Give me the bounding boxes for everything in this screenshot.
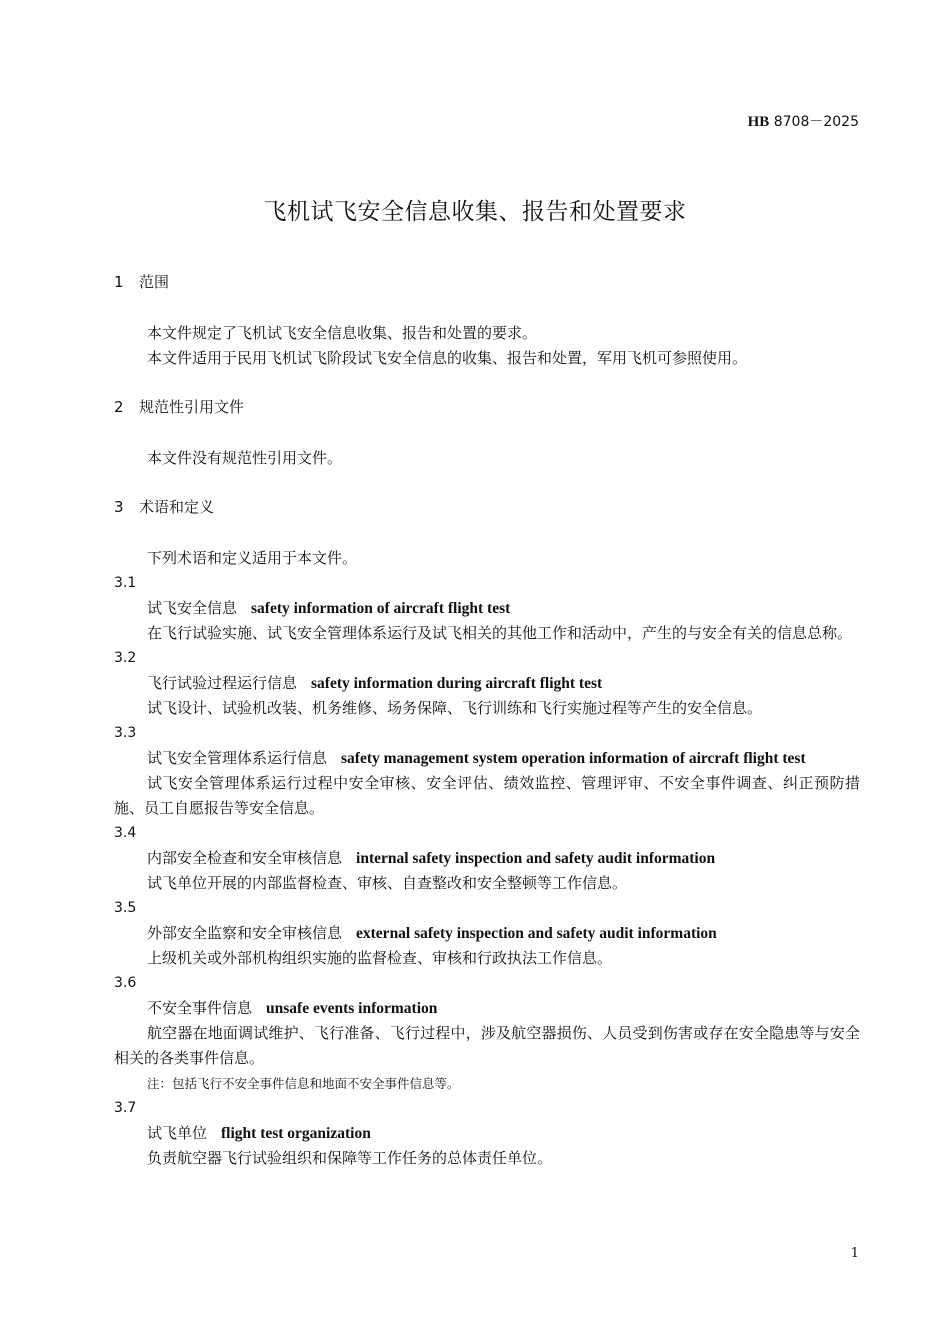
term-title — [114, 921, 860, 946]
section-title: 规范性引用文件 — [139, 398, 245, 416]
term-entry — [114, 896, 860, 971]
term-title — [114, 671, 860, 696]
term-number: 3.4 — [114, 825, 137, 841]
section-title: 术语和定义 — [139, 498, 215, 516]
term-entry — [114, 821, 860, 896]
section-heading-normative-references — [114, 395, 860, 420]
term-entry — [114, 971, 860, 1096]
term-number: 3.2 — [114, 650, 137, 666]
term-number: 3.3 — [114, 725, 137, 741]
page-number: 1 — [850, 1246, 859, 1261]
standard-code: 8708－2025 — [773, 114, 859, 130]
term-definition: 试飞设计、试验机改装、机务维修、场务保障、飞行训练和飞行实施过程等产生的安全信息。 — [147, 699, 763, 717]
term-definition: 在飞行试验实施、试飞安全管理体系运行及试飞相关的其他工作和活动中，产生的与安全有关的信息总称。 — [147, 624, 853, 642]
term-entry — [114, 1096, 860, 1171]
term-number: 3.7 — [114, 1100, 137, 1116]
term-definition: 上级机关或外部机构组织实施的监督检查、审核和行政执法工作信息。 — [147, 949, 613, 967]
term-zh: 不安全事件信息 — [147, 999, 253, 1017]
term-en: flight test organization — [221, 1125, 371, 1142]
section-number: 3 — [114, 498, 124, 516]
section-heading-scope — [114, 270, 860, 295]
term-entry — [114, 646, 860, 721]
section-number: 1 — [114, 273, 124, 291]
section-number: 2 — [114, 398, 124, 416]
term-zh: 试飞安全管理体系运行信息 — [147, 749, 328, 767]
section-title: 范围 — [139, 273, 170, 291]
term-zh: 外部安全监察和安全审核信息 — [147, 924, 343, 942]
term-title — [114, 596, 860, 621]
document-body — [114, 270, 860, 1171]
term-note: 注：包括飞行不安全事件信息和地面不安全事件信息等。 — [147, 1076, 460, 1091]
term-en: unsafe events information — [266, 1000, 438, 1017]
section-heading-terms — [114, 495, 860, 520]
term-zh: 内部安全检查和安全审核信息 — [147, 849, 343, 867]
standard-number — [748, 111, 859, 131]
term-number: 3.5 — [114, 900, 137, 916]
paragraph: 本文件适用于民用飞机试飞阶段试飞安全信息的收集、报告和处置，军用飞机可参照使用。 — [147, 349, 748, 367]
term-zh: 试飞安全信息 — [147, 599, 238, 617]
term-entry — [114, 571, 860, 646]
term-en: external safety inspection and safety audit information — [356, 925, 717, 942]
term-definition: 航空器在地面调试维护、飞行准备、飞行过程中，涉及航空器损伤、人员受到伤害或存在安全隐患等与安全相关的各类事件信息。 — [114, 1024, 860, 1067]
term-title — [114, 846, 860, 871]
term-en: safety information of aircraft flight test — [251, 600, 511, 617]
document-title: 飞机试飞安全信息收集、报告和处置要求 — [263, 199, 687, 225]
term-number: 3.6 — [114, 975, 137, 991]
term-number: 3.1 — [114, 575, 137, 591]
term-zh: 试飞单位 — [147, 1124, 208, 1142]
term-en: safety information during aircraft flight test — [311, 675, 603, 692]
term-en: internal safety inspection and safety audit information — [356, 850, 716, 867]
paragraph: 下列术语和定义适用于本文件。 — [147, 549, 358, 567]
term-definition: 试飞安全管理体系运行过程中安全审核、安全评估、绩效监控、管理评审、不安全事件调查、纠正预防措施、员工自愿报告等安全信息。 — [114, 774, 860, 817]
standard-prefix: HB — [747, 114, 770, 130]
term-definition: 负责航空器飞行试验组织和保障等工作任务的总体责任单位。 — [147, 1149, 553, 1167]
paragraph: 本文件没有规范性引用文件。 — [147, 449, 343, 467]
term-entry — [114, 721, 860, 821]
term-title — [114, 996, 860, 1021]
term-title — [114, 746, 860, 771]
term-en: safety management system operation information of aircraft flight test — [341, 750, 806, 767]
term-title — [114, 1121, 860, 1146]
term-zh: 飞行试验过程运行信息 — [147, 674, 298, 692]
paragraph: 本文件规定了飞机试飞安全信息收集、报告和处置的要求。 — [147, 324, 538, 342]
term-definition: 试飞单位开展的内部监督检查、审核、自查整改和安全整顿等工作信息。 — [147, 874, 628, 892]
